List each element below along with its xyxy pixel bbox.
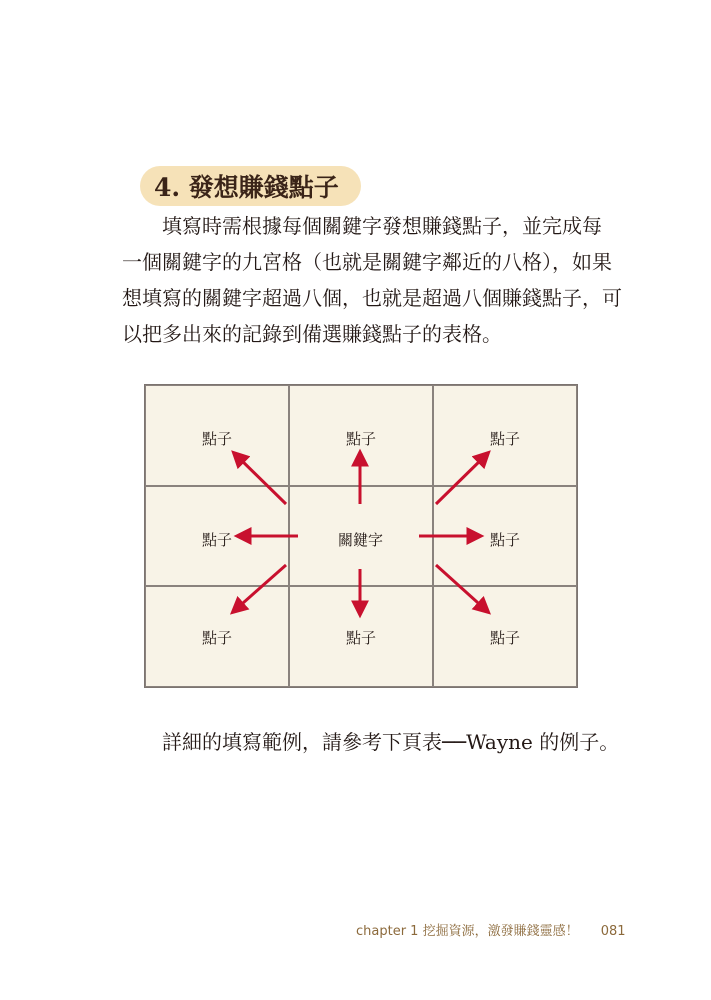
idea-label-top-center: 點子 (346, 430, 377, 448)
grid-cell-middle-right (433, 486, 577, 587)
grid-cell-middle-left (145, 486, 289, 587)
keyword-label-center: 關鍵字 (338, 530, 384, 549)
idea-label-bottom-left: 點子 (202, 629, 233, 648)
page-footer (356, 920, 626, 939)
grid-cell-top-right (433, 385, 577, 486)
idea-label-bottom-center: 點子 (346, 629, 377, 648)
idea-label-middle-left: 點子 (202, 530, 233, 549)
idea-label-middle-right: 點子 (490, 530, 521, 549)
idea-label-top-right: 點子 (490, 430, 521, 448)
intro-line: 一個關鍵字的九宮格（也就是關鍵字鄰近的八格），如果 (122, 250, 612, 274)
grid-cell-bottom-left (145, 586, 289, 687)
idea-label-bottom-right: 點子 (490, 629, 521, 648)
grid-cell-bottom-right (433, 586, 577, 687)
section-title-text: 4. 發想賺錢點子 (154, 173, 339, 202)
section-title (140, 166, 361, 206)
nine-grid (144, 384, 578, 688)
idea-label-top-left: 點子 (202, 430, 233, 448)
nine-grid-diagram (144, 384, 578, 688)
grid-cell-center (289, 486, 433, 587)
example-reference-text: 詳細的填寫範例，請參考下頁表──Wayne 的例子。 (162, 730, 620, 754)
intro-line: 以把多出來的記錄到備選賺錢點子的表格。 (122, 322, 502, 346)
page-number: 081 (600, 924, 626, 939)
intro-line: 填寫時需根據每個關鍵字發想賺錢點子，並完成每 (162, 214, 602, 238)
grid-cell-top-center (289, 385, 433, 486)
intro-paragraph (122, 208, 622, 352)
grid-cell-top-left (145, 385, 289, 486)
chapter-label: chapter 1 挖掘資源，激發賺錢靈感！ (356, 924, 579, 939)
intro-line: 想填寫的關鍵字超過八個，也就是超過八個賺錢點子，可 (122, 286, 622, 310)
grid-cell-bottom-center (289, 586, 433, 687)
